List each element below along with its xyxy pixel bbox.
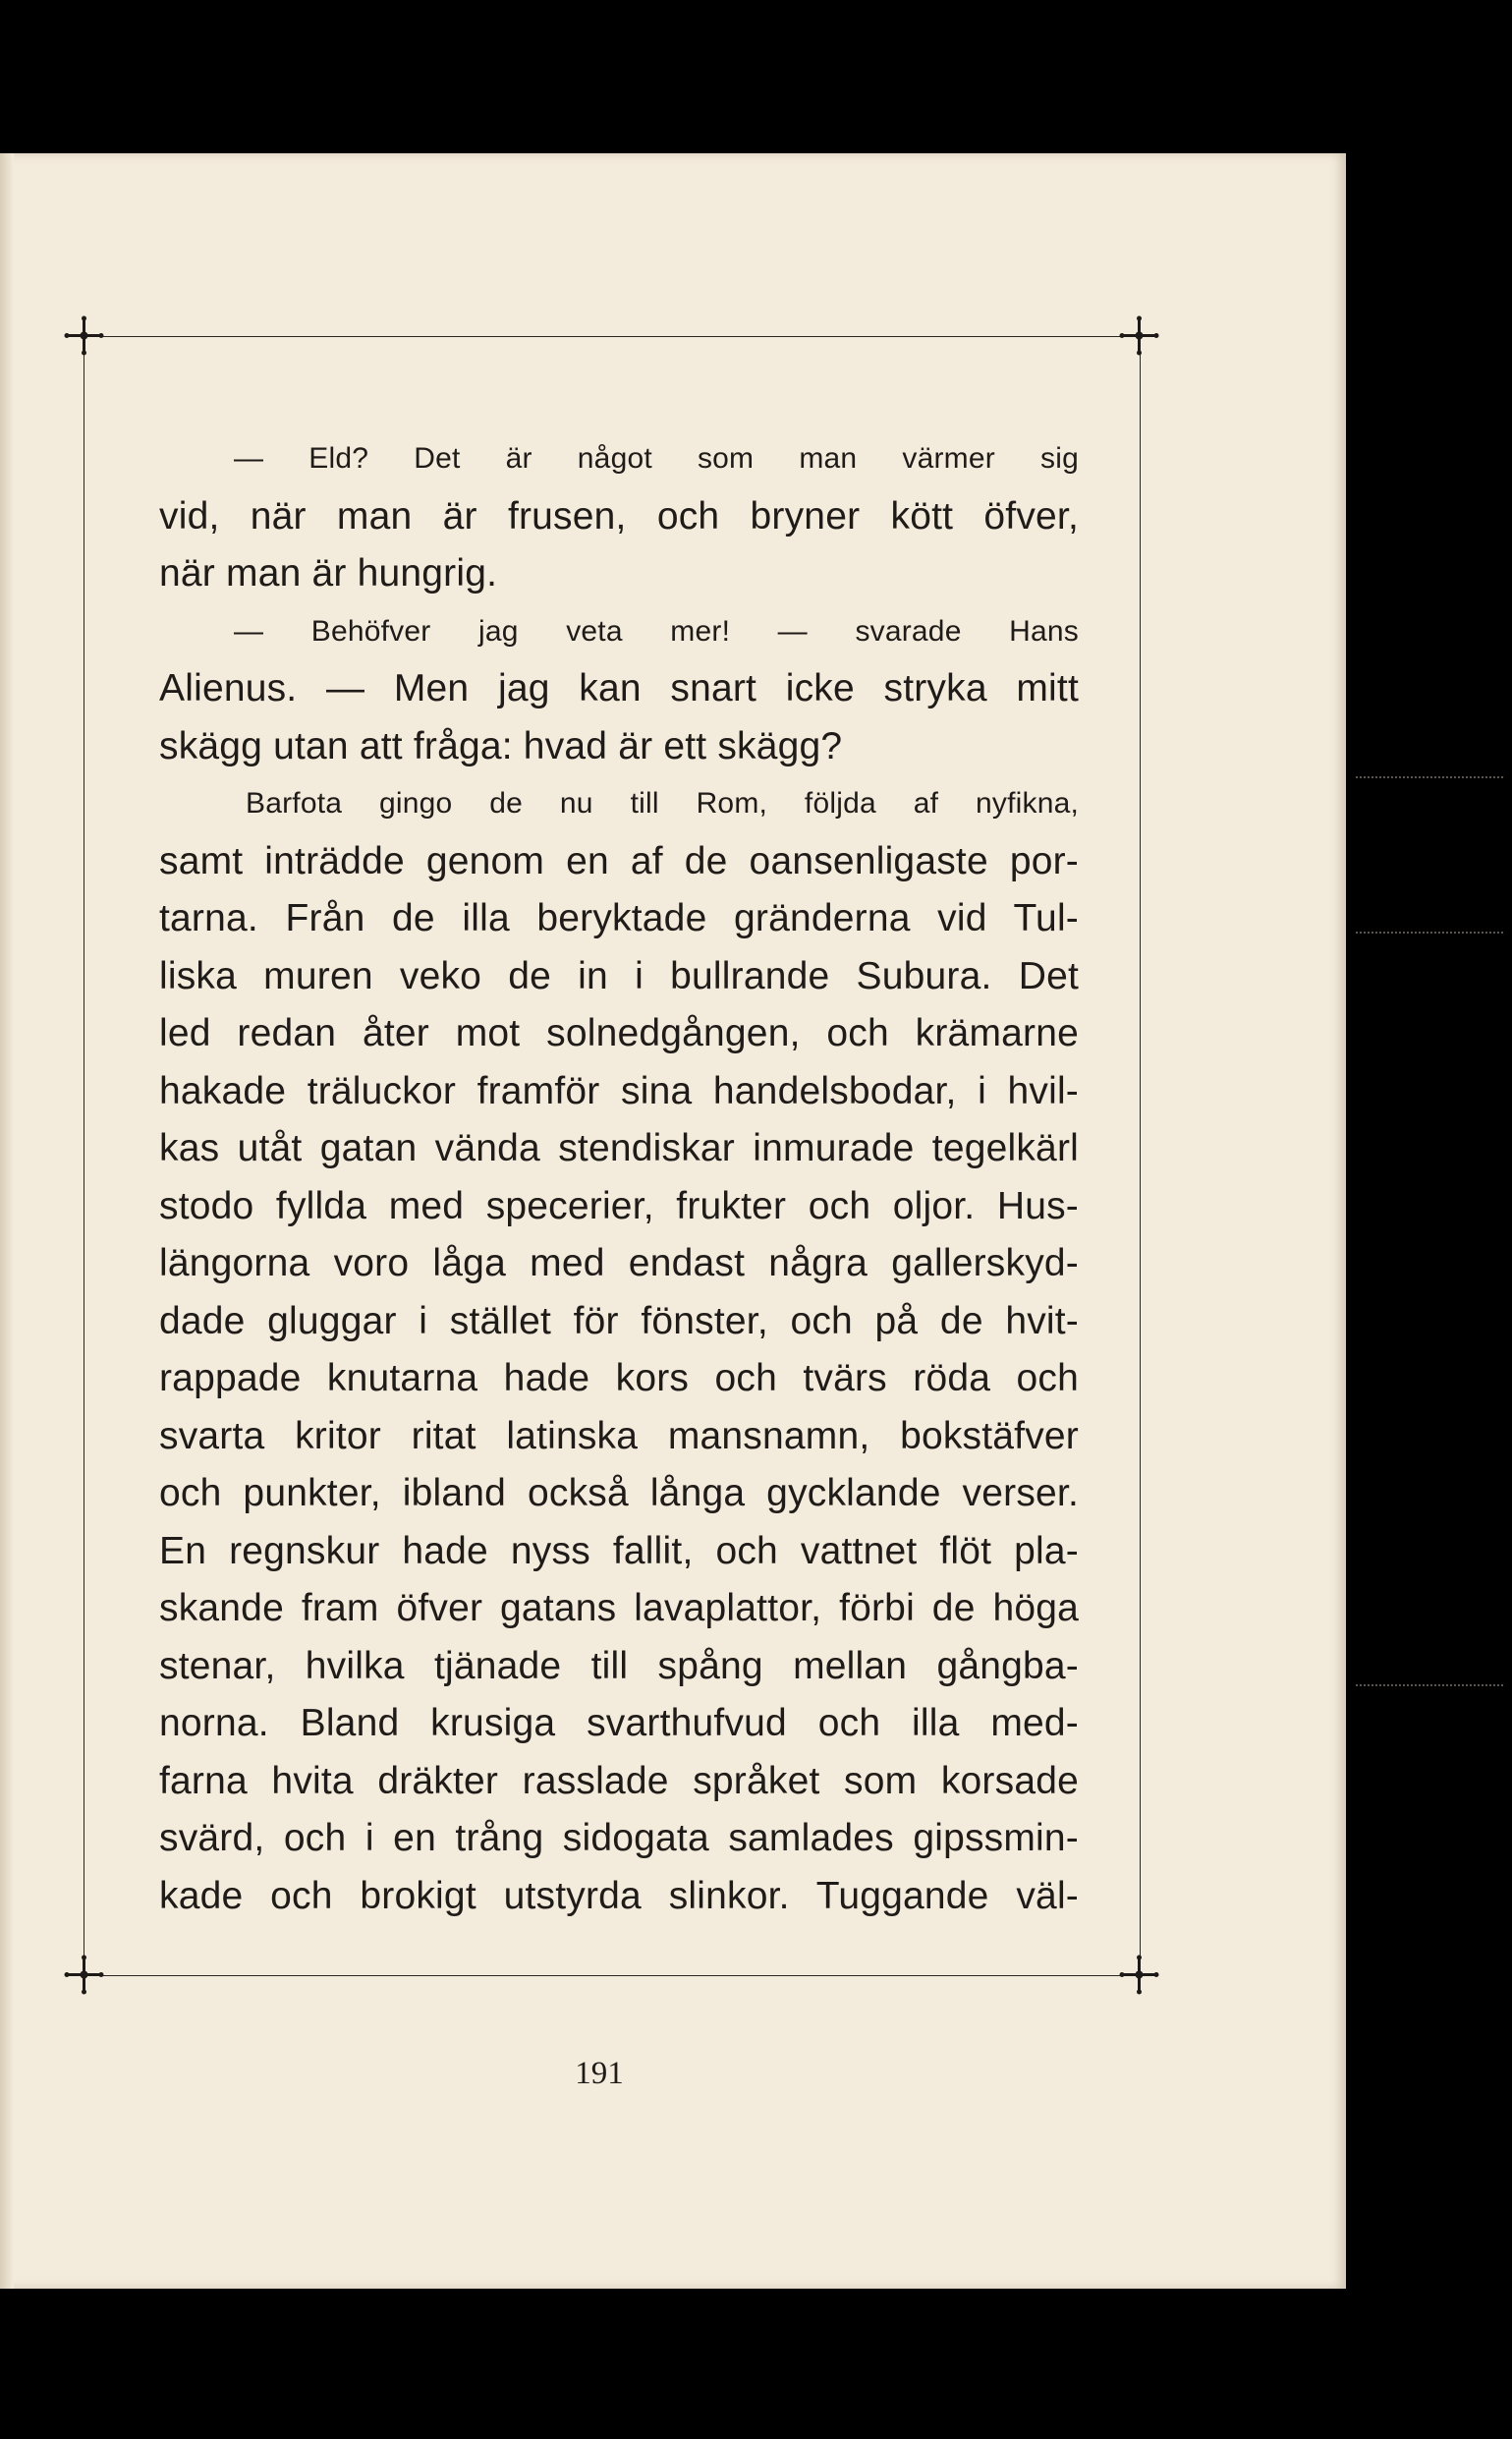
text-line: skande fram öfver gatans lavaplattor, förbi de höga (159, 1587, 1079, 1629)
cross-ornament-icon (63, 1954, 106, 1997)
text-line: och punkter, ibland också långa gycklande verser. (159, 1472, 1079, 1514)
page-number: 191 (575, 2056, 624, 2091)
text-line: vid, när man är frusen, och bryner kött öfver, (159, 494, 1079, 538)
text-line: — Eld? Det är något som man värmer sig (234, 442, 1079, 475)
margin-dots (1356, 932, 1503, 934)
cross-ornament-icon (63, 314, 106, 358)
margin-dots (1356, 1684, 1503, 1686)
frame-right-line (1140, 346, 1141, 1967)
text-line: farna hvita dräkter rasslade språket som korsade (159, 1759, 1079, 1802)
text-line: rappade knutarna hade kors och tvärs röda och (159, 1357, 1079, 1399)
text-line: norna. Bland krusiga svarthufvud och illa med- (159, 1702, 1079, 1744)
text-line: dade gluggar i stället för fönster, och på de hvit- (159, 1299, 1079, 1342)
cross-ornament-icon (1118, 314, 1161, 358)
text-line: skägg utan att fråga: hvad är ett skägg? (159, 724, 843, 767)
text-line: hakade träluckor framför sina handelsbodar, i hvil- (159, 1069, 1079, 1112)
margin-dots (1356, 776, 1503, 778)
text-line: kas utåt gatan vända stendiskar inmurade tegelkärl (159, 1127, 1079, 1169)
frame-bottom-line (69, 1975, 1149, 1976)
text-line: En regnskur hade nyss fallit, och vattnet flöt pla- (159, 1529, 1079, 1572)
cross-ornament-icon (1118, 1954, 1161, 1997)
text-line: Barfota gingo de nu till Rom, följda af nyfikna, (246, 787, 1079, 820)
frame-top-line (69, 336, 1149, 337)
text-line: när man är hungrig. (159, 552, 498, 595)
text-line: stodo fyllda med specerier, frukter och oljor. Hus- (159, 1184, 1079, 1227)
text-line: Alienus. — Men jag kan snart icke stryka mitt (159, 667, 1079, 709)
text-line: svarta kritor ritat latinska mansnamn, bokstäfver (159, 1414, 1079, 1457)
body-text (159, 430, 1079, 1925)
text-line: längorna voro låga med endast några gallerskyd- (159, 1242, 1079, 1284)
text-line: liska muren veko de in i bullrande Subura. Det (159, 954, 1079, 997)
text-line: led redan åter mot solnedgången, och krämarne (159, 1012, 1079, 1054)
text-line: kade och brokigt utstyrda slinkor. Tuggande väl- (159, 1874, 1079, 1917)
text-line: tarna. Från de illa beryktade gränderna vid Tul- (159, 897, 1079, 939)
text-line: stenar, hvilka tjänade till spång mellan gångba- (159, 1644, 1079, 1687)
text-line: svärd, och i en trång sidogata samlades gipssmin- (159, 1817, 1079, 1859)
page-edge-shadow (0, 153, 14, 2289)
text-line: — Behöfver jag veta mer! — svarade Hans (234, 614, 1079, 648)
text-line: samt inträdde genom en af de oansenligaste por- (159, 839, 1079, 882)
